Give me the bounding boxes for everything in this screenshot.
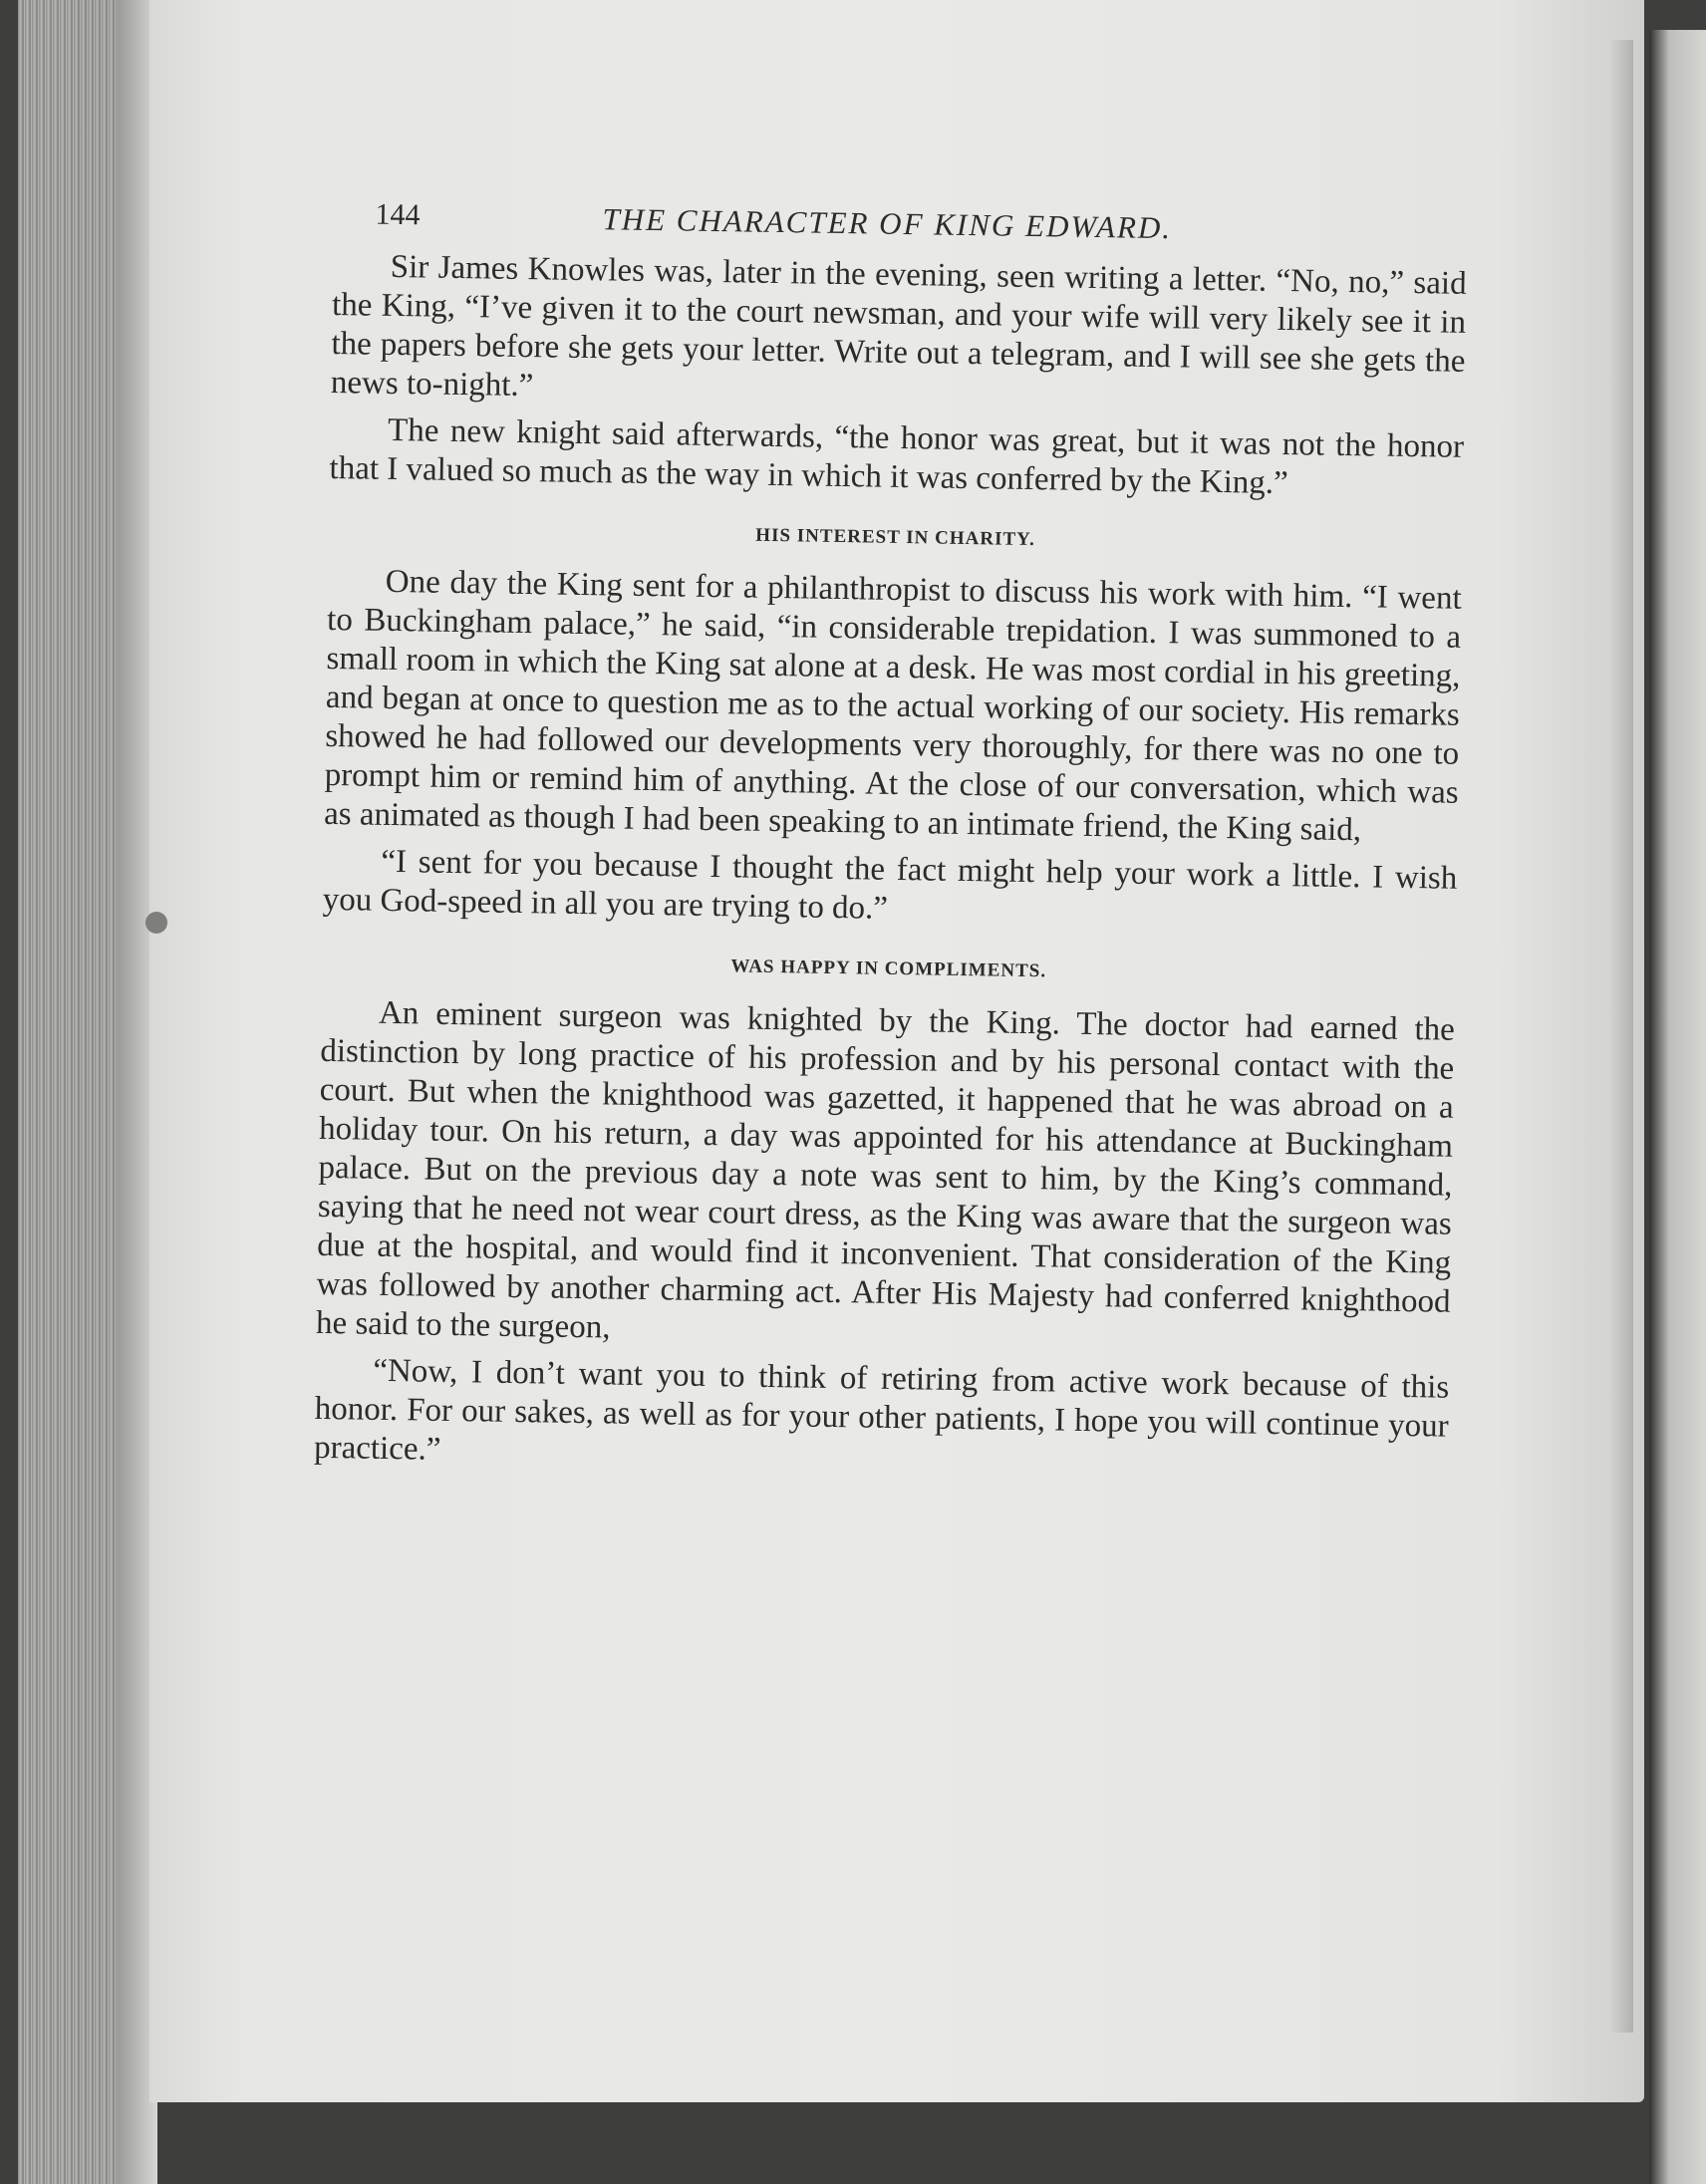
paragraph: The new knight said afterwards, “the honor was great, but it was not the honor that I valued so much as the way in which it was conferred by the King.” bbox=[329, 411, 1465, 502]
section-heading: WAS HAPPY IN COMPLIMENTS. bbox=[730, 956, 1047, 982]
facing-page-edge bbox=[1649, 30, 1706, 2184]
paragraph: An eminent surgeon was knighted by the King. The doctor had earned the distinction by long practice of his profession and by his personal contact with the court. But when the knighthood was gazetted, it happened that he was abroad on a holiday tour. On his return, a day was appointed for his attendance at Buckingham palace. But on the previous day a note was sent to him, by the King’s command, saying that he need not wear court dress, as the King was aware that the surgeon was due at the hospital, and would find it inconvenient. That consideration of the King was followed by another charming act. After His Majesty had conferred knighthood he said to the surgeon, bbox=[315, 994, 1456, 1346]
paragraph: Sir James Knowles was, later in the evening, seen writing a letter. “No, no,” said the King, “I’ve given it to the court newsman, and your wife will very likely see it in the papers before she gets your letter. Write out a telegram, and I will see she gets the news to-night.” bbox=[330, 248, 1467, 405]
ink-blot bbox=[145, 912, 167, 934]
paragraph: One day the King sent for a philanthropist to discuss his work with him. “I went to Buckingham palace,” he said, “in considerable trepidation. I was summoned to a small room in which the King sat alone at a desk. He was most cordial in his greeting, and began at once to question me as to the actual working of our society. His remarks showed he had followed our developments very thoroughly, for there was no one to prompt him or remind him of anything. At the close of our conversation, which was as animated as though I had been speaking to an intimate friend, the King said, bbox=[323, 563, 1462, 849]
paragraph: “I sent for you because I thought the fact might help your work a little. I wish you God-speed in all you are trying to do.” bbox=[322, 843, 1458, 927]
section-heading: HIS INTEREST IN CHARITY. bbox=[755, 524, 1035, 551]
page-number: 144 bbox=[375, 197, 421, 232]
page-text-block bbox=[314, 187, 1468, 1494]
book-page-edges bbox=[18, 0, 133, 2184]
running-title: THE CHARACTER OF KING EDWARD. bbox=[602, 201, 1173, 246]
page-shadow bbox=[1609, 40, 1633, 2033]
paragraph: “Now, I don’t want you to think of retiring from active work because of this honor. For our sakes, as well as for your other patients, I hope you will continue your practice.” bbox=[313, 1352, 1450, 1468]
